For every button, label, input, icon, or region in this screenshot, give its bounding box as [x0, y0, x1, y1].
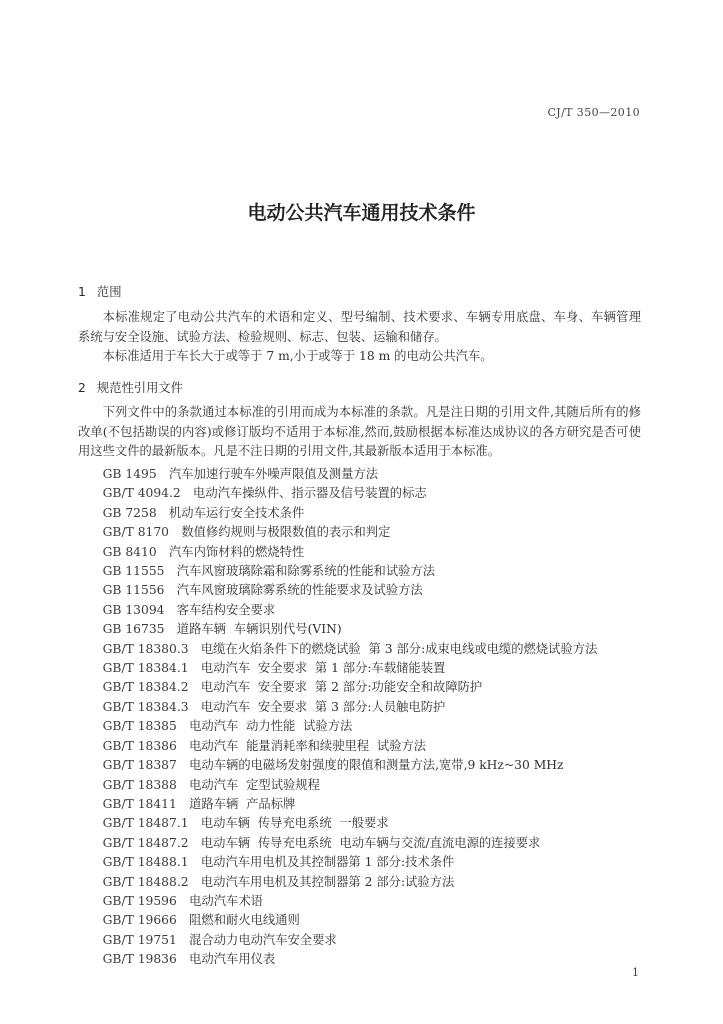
- reference-list: [78, 465, 641, 970]
- references-intro-paragraph: 下列文件中的条款通过本标准的引用而成为本标准的条款。凡是注日期的引用文件,其随后所有的修改单(不包括勘误的内容)或修订版均不适用于本标准,然而,鼓励根据本标准达成协议的各方研究是否可使用这些文件的最新版本。凡是不注日期的引用文件,其最新版本适用于本标准。: [78, 405, 641, 458]
- reference-item: [78, 892, 641, 911]
- reference-title: 电动汽车 安全要求 第 2 部分:功能安全和故障防护: [200, 680, 483, 695]
- reference-item: [78, 484, 641, 503]
- section-heading-normative-references: [78, 378, 641, 398]
- reference-title: 汽车风窗玻璃除霜和除雾系统的性能和试验方法: [176, 564, 436, 579]
- reference-item: [78, 756, 641, 775]
- reference-title: 电动汽车用仪表: [189, 952, 276, 967]
- reference-code: GB 16735: [102, 622, 165, 637]
- reference-code: GB 8410: [102, 544, 157, 559]
- reference-code: GB/T 18386: [102, 738, 177, 753]
- reference-code: GB/T 19836: [102, 952, 177, 967]
- reference-item: [78, 873, 641, 892]
- reference-code: GB/T 18487.1: [102, 816, 189, 831]
- reference-item: [78, 853, 641, 872]
- reference-code: GB/T 18387: [102, 758, 177, 773]
- reference-item: [78, 543, 641, 562]
- reference-item: [78, 601, 641, 620]
- reference-code: GB/T 18385: [102, 719, 177, 734]
- reference-item: [78, 776, 641, 795]
- reference-title: 电缆在火焰条件下的燃烧试验 第 3 部分:成束电线或电缆的燃烧试验方法: [200, 641, 598, 656]
- page-number: 1: [632, 966, 639, 979]
- scope-paragraph: 本标准规定了电动公共汽车的术语和定义、型号编制、技术要求、车辆专用底盘、车身、车辆管理系统与安全设施、试验方法、检验规则、标志、包装、运输和储存。: [78, 310, 641, 344]
- reference-code: GB/T 19666: [102, 913, 177, 928]
- reference-title: 客车结构安全要求: [176, 602, 276, 617]
- reference-item: [78, 640, 641, 659]
- reference-item: [78, 814, 641, 833]
- reference-item: [78, 678, 641, 697]
- reference-item: [78, 950, 641, 969]
- reference-title: 阻燃和耐火电线通则: [189, 913, 300, 928]
- reference-code: GB/T 18488.2: [102, 874, 189, 889]
- section-heading-scope: [78, 282, 641, 302]
- reference-title: 数值修约规则与极限数值的表示和判定: [181, 525, 391, 540]
- reference-code: GB/T 18487.2: [102, 835, 189, 850]
- reference-title: 电动车辆 传导充电系统 电动车辆与交流/直流电源的连接要求: [200, 835, 541, 850]
- reference-code: GB/T 18384.1: [102, 661, 189, 676]
- section-title: 范围: [96, 285, 122, 299]
- reference-title: 汽车风窗玻璃除雾系统的性能要求及试验方法: [176, 583, 423, 598]
- reference-item: [78, 795, 641, 814]
- reference-item: [78, 931, 641, 950]
- reference-title: 电动汽车用电机及其控制器第 1 部分:技术条件: [200, 855, 455, 870]
- reference-title: 电动汽车 安全要求 第 1 部分:车载储能装置: [200, 661, 446, 676]
- reference-title: 道路车辆 产品标牌: [189, 796, 296, 811]
- reference-item: [78, 504, 641, 523]
- reference-title: 机动车运行安全技术条件: [168, 505, 305, 520]
- reference-title: 混合动力电动汽车安全要求: [189, 932, 337, 947]
- reference-item: [78, 523, 641, 542]
- reference-code: GB 11556: [102, 583, 165, 598]
- document-title: 电动公共汽车通用技术条件: [247, 202, 476, 224]
- section-number: 2: [78, 381, 86, 395]
- reference-code: GB/T 18411: [102, 796, 177, 811]
- applicability-paragraph: 本标准适用于车长大于或等于 7 m,小于或等于 18 m 的电动公共汽车。: [102, 349, 493, 363]
- reference-title: 道路车辆 车辆识别代号(VIN): [176, 622, 342, 637]
- reference-title: 电动汽车 动力性能 试验方法: [189, 719, 353, 734]
- document-body: [78, 282, 641, 970]
- reference-code: GB 7258: [102, 505, 157, 520]
- reference-code: GB/T 4094.2: [102, 486, 181, 501]
- reference-code: GB/T 18380.3: [102, 641, 189, 656]
- reference-title: 电动汽车 能量消耗率和续驶里程 试验方法: [189, 738, 427, 753]
- reference-code: GB 13094: [102, 602, 165, 617]
- reference-code: GB/T 18384.2: [102, 680, 189, 695]
- reference-title: 电动汽车 定型试验规程: [189, 777, 320, 792]
- reference-title: 电动车辆的电磁场发射强度的限值和测量方法,宽带,9 kHz~30 MHz: [189, 758, 564, 773]
- reference-item: [78, 659, 641, 678]
- reference-code: GB/T 18384.3: [102, 699, 189, 714]
- reference-item: [78, 911, 641, 930]
- section-title: 规范性引用文件: [96, 381, 183, 395]
- reference-title: 电动车辆 传导充电系统 一般要求: [200, 816, 389, 831]
- reference-item: [78, 562, 641, 581]
- reference-title: 电动汽车术语: [189, 893, 263, 908]
- reference-code: GB 11555: [102, 564, 165, 579]
- reference-code: GB/T 18488.1: [102, 855, 189, 870]
- reference-title: 电动汽车用电机及其控制器第 2 部分:试验方法: [200, 874, 455, 889]
- reference-item: [78, 465, 641, 484]
- reference-code: GB/T 8170: [102, 525, 170, 540]
- reference-item: [78, 581, 641, 600]
- reference-code: GB 1495: [102, 467, 157, 481]
- reference-item: [78, 834, 641, 853]
- reference-title: 电动汽车操纵件、指示器及信号装置的标志: [193, 486, 427, 501]
- section-number: 1: [78, 285, 86, 299]
- reference-code: GB/T 18388: [102, 777, 177, 792]
- reference-item: [78, 737, 641, 756]
- reference-code: GB/T 19751: [102, 932, 177, 947]
- reference-title: 电动汽车 安全要求 第 3 部分:人员触电防护: [200, 699, 446, 714]
- reference-title: 汽车内饰材料的燃烧特性: [168, 544, 305, 559]
- reference-item: [78, 717, 641, 736]
- standard-code: CJ/T 350—2010: [547, 106, 640, 119]
- reference-item: [78, 698, 641, 717]
- reference-code: GB/T 19596: [102, 893, 177, 908]
- reference-item: [78, 620, 641, 639]
- reference-title: 汽车加速行驶车外噪声限值及测量方法: [168, 467, 379, 481]
